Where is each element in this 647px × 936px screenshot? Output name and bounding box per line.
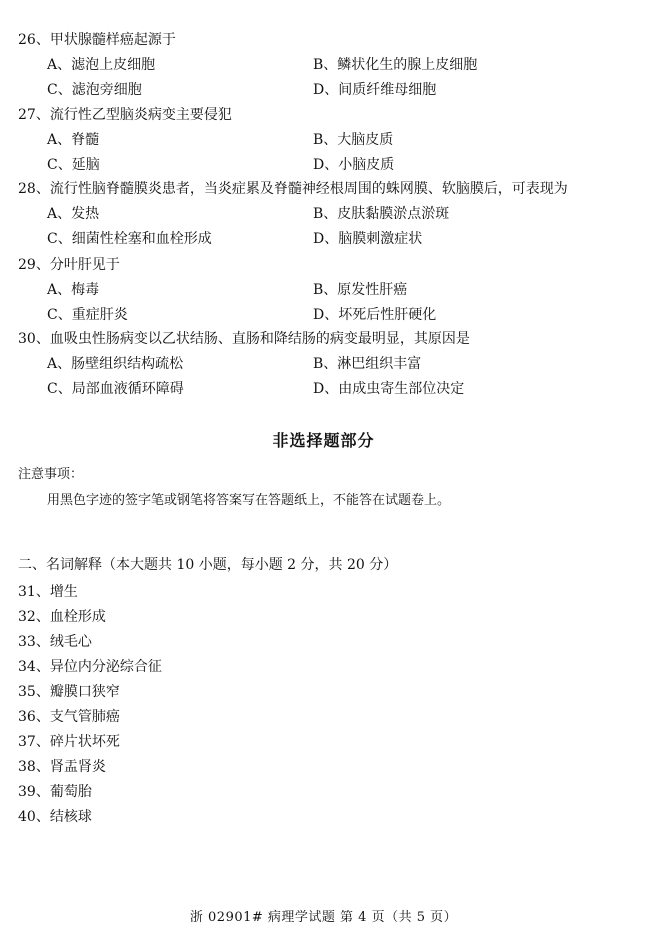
question-30-option-a: A、肠壁组织结构疏松 bbox=[47, 356, 184, 372]
term-33: 33、绒毛心 bbox=[18, 634, 92, 650]
question-28-stem: 28、流行性脑脊髓膜炎患者，当炎症累及脊髓神经根周围的蛛网膜、软脑膜后，可表现为 bbox=[18, 181, 568, 197]
question-27-option-b: B、大脑皮质 bbox=[313, 132, 394, 148]
question-29-option-d: D、坏死后性肝硬化 bbox=[313, 307, 437, 323]
question-30-option-c: C、局部血液循环障碍 bbox=[47, 381, 184, 397]
term-34: 34、异位内分泌综合征 bbox=[18, 659, 162, 675]
question-28-option-b: B、皮肤黏膜淤点淤斑 bbox=[313, 206, 450, 222]
question-30-option-d: D、由成虫寄生部位决定 bbox=[313, 381, 465, 397]
question-26-option-b: B、鳞状化生的腺上皮细胞 bbox=[313, 57, 478, 73]
section-title: 非选择题部分 bbox=[272, 431, 375, 450]
question-28-option-a: A、发热 bbox=[47, 206, 100, 222]
question-29-stem: 29、分叶肝见于 bbox=[18, 257, 120, 273]
question-28-option-c: C、细菌性栓塞和血栓形成 bbox=[47, 231, 212, 247]
notice-heading: 注意事项： bbox=[18, 467, 84, 482]
question-27-option-d: D、小脑皮质 bbox=[313, 157, 395, 173]
question-27-stem: 27、流行性乙型脑炎病变主要侵犯 bbox=[18, 107, 232, 123]
page-footer: 浙 02901# 病理学试题 第 4 页（共 5 页） bbox=[189, 910, 458, 925]
question-30-option-b: B、淋巴组织丰富 bbox=[313, 356, 422, 372]
question-28-option-d: D、脑膜刺激症状 bbox=[313, 231, 423, 247]
term-36: 36、支气管肺癌 bbox=[18, 709, 120, 725]
term-35: 35、瓣膜口狭窄 bbox=[18, 684, 120, 700]
question-29-option-b: B、原发性肝癌 bbox=[313, 282, 408, 298]
term-39: 39、葡萄胎 bbox=[18, 784, 92, 800]
part-two-heading: 二、名词解释（本大题共 10 小题，每小题 2 分，共 20 分） bbox=[18, 557, 398, 573]
term-37: 37、碎片状坏死 bbox=[18, 734, 120, 750]
term-38: 38、肾盂肾炎 bbox=[18, 759, 106, 775]
question-27-option-a: A、脊髓 bbox=[47, 132, 100, 148]
question-29-option-c: C、重症肝炎 bbox=[47, 307, 128, 323]
term-32: 32、血栓形成 bbox=[18, 609, 106, 625]
question-27-option-c: C、延脑 bbox=[47, 157, 100, 173]
question-26-option-a: A、滤泡上皮细胞 bbox=[47, 57, 156, 73]
question-26-option-c: C、滤泡旁细胞 bbox=[47, 82, 142, 98]
question-29-option-a: A、梅毒 bbox=[47, 282, 100, 298]
question-26-stem: 26、甲状腺髓样癌起源于 bbox=[18, 32, 176, 48]
term-40: 40、结核球 bbox=[18, 809, 92, 825]
term-31: 31、增生 bbox=[18, 584, 78, 600]
question-30-stem: 30、血吸虫性肠病变以乙状结肠、直肠和降结肠的病变最明显，其原因是 bbox=[18, 331, 470, 347]
question-26-option-d: D、间质纤维母细胞 bbox=[313, 82, 437, 98]
notice-body: 用黑色字迹的签字笔或钢笔将答案写在答题纸上，不能答在试题卷上。 bbox=[47, 493, 451, 508]
